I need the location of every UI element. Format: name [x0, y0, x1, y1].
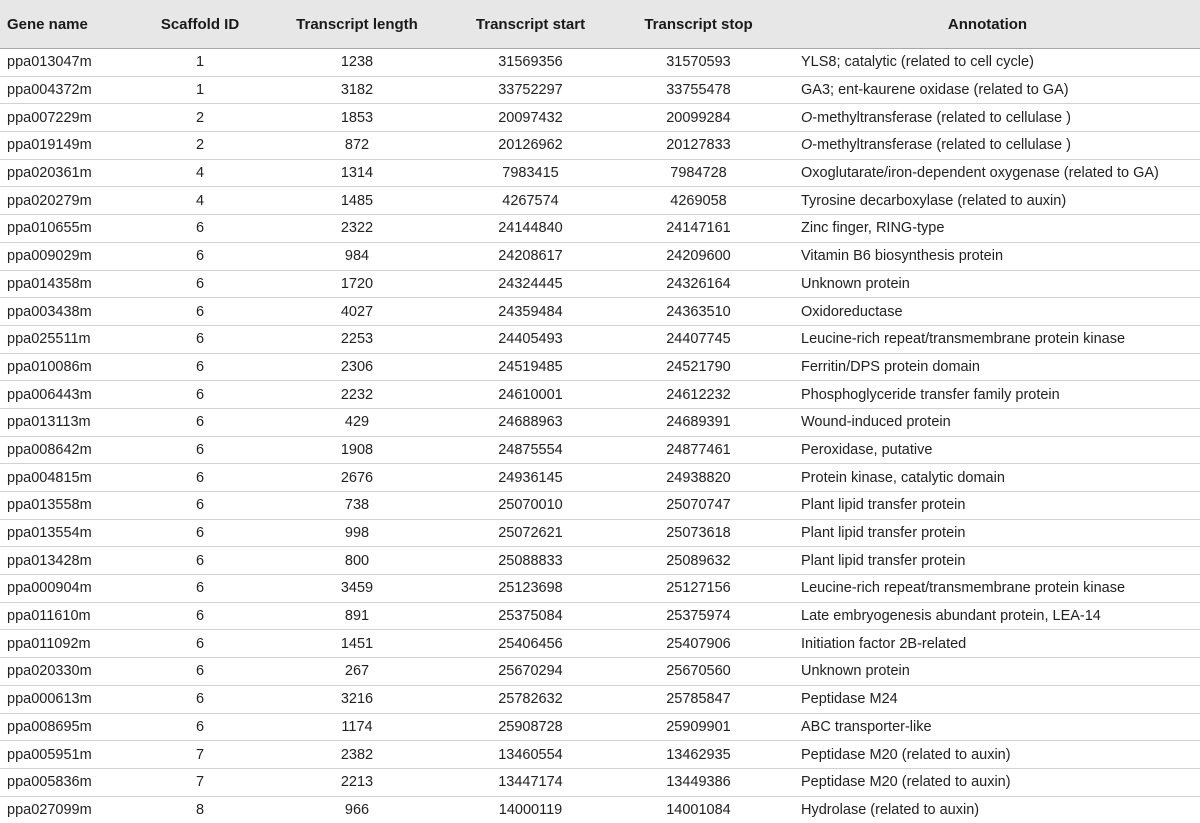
cell-gene-name: ppa013047m	[0, 49, 125, 77]
cell-scaffold-id: 4	[125, 187, 275, 215]
cell-scaffold-id: 6	[125, 408, 275, 436]
cell-gene-name: ppa020279m	[0, 187, 125, 215]
cell-scaffold-id: 6	[125, 298, 275, 326]
table-row	[0, 519, 1200, 547]
cell-annotation	[775, 768, 1200, 796]
cell-annotation	[775, 796, 1200, 823]
cell-transcript-start: 25908728	[439, 713, 622, 741]
cell-transcript-stop: 24326164	[622, 270, 775, 298]
cell-annotation	[775, 159, 1200, 187]
cell-transcript-stop: 24521790	[622, 353, 775, 381]
annotation-text: Wound-induced protein	[801, 414, 951, 430]
cell-transcript-stop: 31570593	[622, 49, 775, 77]
table-row	[0, 408, 1200, 436]
cell-gene-name: ppa013554m	[0, 519, 125, 547]
cell-annotation	[775, 519, 1200, 547]
table-row	[0, 464, 1200, 492]
annotation-text: Plant lipid transfer protein	[801, 553, 965, 569]
cell-transcript-length: 2676	[275, 464, 439, 492]
cell-transcript-length: 2382	[275, 741, 439, 769]
cell-transcript-stop: 20099284	[622, 104, 775, 132]
cell-transcript-length: 1174	[275, 713, 439, 741]
cell-scaffold-id: 6	[125, 492, 275, 520]
cell-annotation	[775, 685, 1200, 713]
annotation-text: Leucine-rich repeat/transmembrane protein kinase	[801, 331, 1125, 347]
cell-annotation	[775, 575, 1200, 603]
table-row	[0, 630, 1200, 658]
cell-transcript-start: 31569356	[439, 49, 622, 77]
annotation-text: Leucine-rich repeat/transmembrane protein kinase	[801, 580, 1125, 596]
cell-transcript-stop: 33755478	[622, 76, 775, 104]
cell-annotation	[775, 547, 1200, 575]
cell-scaffold-id: 6	[125, 713, 275, 741]
cell-scaffold-id: 6	[125, 325, 275, 353]
cell-transcript-stop: 25073618	[622, 519, 775, 547]
cell-gene-name: ppa008695m	[0, 713, 125, 741]
cell-transcript-start: 25070010	[439, 492, 622, 520]
cell-transcript-stop: 24612232	[622, 381, 775, 409]
cell-transcript-stop: 24147161	[622, 215, 775, 243]
cell-gene-name: ppa013113m	[0, 408, 125, 436]
cell-transcript-stop: 25909901	[622, 713, 775, 741]
cell-scaffold-id: 6	[125, 602, 275, 630]
table-row	[0, 104, 1200, 132]
cell-scaffold-id: 1	[125, 49, 275, 77]
cell-transcript-length: 1485	[275, 187, 439, 215]
annotation-text: -methyltransferase (related to cellulase )	[812, 137, 1071, 153]
annotation-text: ABC transporter-like	[801, 719, 932, 735]
cell-transcript-stop: 25127156	[622, 575, 775, 603]
table-row	[0, 325, 1200, 353]
cell-gene-name: ppa005951m	[0, 741, 125, 769]
cell-transcript-stop: 25089632	[622, 547, 775, 575]
table-row	[0, 76, 1200, 104]
cell-annotation	[775, 658, 1200, 686]
cell-gene-name: ppa000904m	[0, 575, 125, 603]
table-row	[0, 242, 1200, 270]
cell-transcript-start: 25670294	[439, 658, 622, 686]
cell-transcript-stop: 20127833	[622, 132, 775, 160]
table-row	[0, 492, 1200, 520]
header-transcript-stop: Transcript stop	[622, 0, 775, 49]
cell-transcript-start: 13447174	[439, 768, 622, 796]
cell-gene-name: ppa004372m	[0, 76, 125, 104]
cell-scaffold-id: 6	[125, 519, 275, 547]
cell-gene-name: ppa020361m	[0, 159, 125, 187]
cell-gene-name: ppa013558m	[0, 492, 125, 520]
cell-scaffold-id: 2	[125, 132, 275, 160]
cell-transcript-start: 24359484	[439, 298, 622, 326]
cell-transcript-start: 24936145	[439, 464, 622, 492]
cell-transcript-stop: 24938820	[622, 464, 775, 492]
cell-scaffold-id: 6	[125, 215, 275, 243]
annotation-text: Initiation factor 2B-related	[801, 636, 966, 652]
cell-gene-name: ppa000613m	[0, 685, 125, 713]
cell-transcript-length: 1720	[275, 270, 439, 298]
cell-transcript-start: 25072621	[439, 519, 622, 547]
table-row	[0, 49, 1200, 77]
cell-transcript-start: 24875554	[439, 436, 622, 464]
cell-scaffold-id: 6	[125, 575, 275, 603]
annotation-text: Unknown protein	[801, 663, 910, 679]
cell-gene-name: ppa011610m	[0, 602, 125, 630]
cell-transcript-length: 267	[275, 658, 439, 686]
table-row	[0, 215, 1200, 243]
cell-gene-name: ppa019149m	[0, 132, 125, 160]
cell-scaffold-id: 6	[125, 464, 275, 492]
cell-annotation	[775, 381, 1200, 409]
annotation-text: Peroxidase, putative	[801, 442, 932, 458]
annotation-text: Tyrosine decarboxylase (related to auxin)	[801, 193, 1066, 209]
cell-transcript-length: 3216	[275, 685, 439, 713]
annotation-text: Late embryogenesis abundant protein, LEA-14	[801, 608, 1101, 624]
cell-scaffold-id: 6	[125, 353, 275, 381]
cell-gene-name: ppa006443m	[0, 381, 125, 409]
cell-transcript-length: 3459	[275, 575, 439, 603]
cell-annotation	[775, 325, 1200, 353]
cell-annotation	[775, 436, 1200, 464]
cell-annotation	[775, 270, 1200, 298]
table-row	[0, 713, 1200, 741]
cell-gene-name: ppa010086m	[0, 353, 125, 381]
cell-transcript-length: 4027	[275, 298, 439, 326]
cell-transcript-length: 738	[275, 492, 439, 520]
cell-annotation	[775, 132, 1200, 160]
cell-transcript-length: 966	[275, 796, 439, 823]
cell-transcript-stop: 4269058	[622, 187, 775, 215]
cell-transcript-stop: 24689391	[622, 408, 775, 436]
cell-annotation	[775, 298, 1200, 326]
cell-transcript-length: 2253	[275, 325, 439, 353]
cell-transcript-stop: 24363510	[622, 298, 775, 326]
cell-transcript-start: 13460554	[439, 741, 622, 769]
annotation-text: Oxidoreductase	[801, 304, 903, 320]
annotation-text: Zinc finger, RING-type	[801, 220, 944, 236]
cell-annotation	[775, 49, 1200, 77]
cell-transcript-stop: 25375974	[622, 602, 775, 630]
annotation-text: Peptidase M20 (related to auxin)	[801, 774, 1011, 790]
cell-gene-name: ppa013428m	[0, 547, 125, 575]
cell-transcript-start: 24688963	[439, 408, 622, 436]
cell-scaffold-id: 8	[125, 796, 275, 823]
annotation-text: Ferritin/DPS protein domain	[801, 359, 980, 375]
table-row	[0, 270, 1200, 298]
table-row	[0, 741, 1200, 769]
header-annotation: Annotation	[775, 0, 1200, 49]
cell-transcript-stop: 24407745	[622, 325, 775, 353]
cell-transcript-start: 24405493	[439, 325, 622, 353]
cell-transcript-length: 984	[275, 242, 439, 270]
cell-transcript-start: 7983415	[439, 159, 622, 187]
annotation-text: GA3; ent-kaurene oxidase (related to GA)	[801, 82, 1069, 98]
cell-transcript-start: 24519485	[439, 353, 622, 381]
table-row	[0, 768, 1200, 796]
cell-transcript-length: 2232	[275, 381, 439, 409]
table-row	[0, 353, 1200, 381]
annotation-text: Unknown protein	[801, 276, 910, 292]
cell-scaffold-id: 6	[125, 547, 275, 575]
cell-transcript-length: 2213	[275, 768, 439, 796]
cell-gene-name: ppa008642m	[0, 436, 125, 464]
cell-transcript-length: 872	[275, 132, 439, 160]
annotation-text: Phosphoglyceride transfer family protein	[801, 387, 1060, 403]
cell-annotation	[775, 464, 1200, 492]
annotation-text: Peptidase M20 (related to auxin)	[801, 747, 1011, 763]
cell-scaffold-id: 7	[125, 768, 275, 796]
cell-transcript-start: 24144840	[439, 215, 622, 243]
cell-scaffold-id: 6	[125, 685, 275, 713]
table-row	[0, 575, 1200, 603]
cell-annotation	[775, 104, 1200, 132]
cell-transcript-start: 25088833	[439, 547, 622, 575]
cell-transcript-start: 33752297	[439, 76, 622, 104]
table-row	[0, 159, 1200, 187]
annotation-text: Peptidase M24	[801, 691, 898, 707]
annotation-text: Plant lipid transfer protein	[801, 497, 965, 513]
table-row	[0, 547, 1200, 575]
cell-gene-name: ppa004815m	[0, 464, 125, 492]
table-body	[0, 49, 1200, 823]
cell-gene-name: ppa011092m	[0, 630, 125, 658]
cell-transcript-length: 1908	[275, 436, 439, 464]
cell-annotation	[775, 741, 1200, 769]
annotation-text: Vitamin B6 biosynthesis protein	[801, 248, 1003, 264]
cell-transcript-start: 24324445	[439, 270, 622, 298]
cell-transcript-stop: 24877461	[622, 436, 775, 464]
cell-transcript-stop: 13462935	[622, 741, 775, 769]
cell-scaffold-id: 6	[125, 242, 275, 270]
cell-gene-name: ppa027099m	[0, 796, 125, 823]
cell-transcript-start: 14000119	[439, 796, 622, 823]
cell-annotation	[775, 215, 1200, 243]
cell-transcript-start: 20126962	[439, 132, 622, 160]
cell-transcript-length: 1853	[275, 104, 439, 132]
cell-gene-name: ppa020330m	[0, 658, 125, 686]
cell-scaffold-id: 4	[125, 159, 275, 187]
annotation-text: Protein kinase, catalytic domain	[801, 470, 1005, 486]
table-row	[0, 602, 1200, 630]
table-row	[0, 796, 1200, 823]
cell-scaffold-id: 7	[125, 741, 275, 769]
cell-transcript-start: 24208617	[439, 242, 622, 270]
cell-gene-name: ppa007229m	[0, 104, 125, 132]
annotation-text: Plant lipid transfer protein	[801, 525, 965, 541]
header-row	[0, 0, 1200, 49]
cell-transcript-length: 1451	[275, 630, 439, 658]
cell-transcript-length: 2306	[275, 353, 439, 381]
cell-annotation	[775, 602, 1200, 630]
cell-annotation	[775, 187, 1200, 215]
cell-gene-name: ppa010655m	[0, 215, 125, 243]
cell-gene-name: ppa014358m	[0, 270, 125, 298]
cell-transcript-stop: 25670560	[622, 658, 775, 686]
table-row	[0, 132, 1200, 160]
cell-annotation	[775, 492, 1200, 520]
cell-annotation	[775, 76, 1200, 104]
table-row	[0, 658, 1200, 686]
cell-gene-name: ppa003438m	[0, 298, 125, 326]
cell-transcript-stop: 25785847	[622, 685, 775, 713]
cell-scaffold-id: 1	[125, 76, 275, 104]
cell-annotation	[775, 353, 1200, 381]
cell-transcript-length: 800	[275, 547, 439, 575]
cell-scaffold-id: 6	[125, 658, 275, 686]
cell-scaffold-id: 2	[125, 104, 275, 132]
table-row	[0, 298, 1200, 326]
cell-transcript-stop: 24209600	[622, 242, 775, 270]
cell-transcript-length: 2322	[275, 215, 439, 243]
table-row	[0, 381, 1200, 409]
cell-gene-name: ppa025511m	[0, 325, 125, 353]
annotation-text: YLS8; catalytic (related to cell cycle)	[801, 54, 1034, 70]
header-scaffold-id: Scaffold ID	[125, 0, 275, 49]
header-gene-name: Gene name	[0, 0, 125, 49]
cell-transcript-stop: 13449386	[622, 768, 775, 796]
cell-transcript-start: 20097432	[439, 104, 622, 132]
annotation-text: -methyltransferase (related to cellulase )	[812, 110, 1071, 126]
cell-gene-name: ppa005836m	[0, 768, 125, 796]
cell-transcript-length: 1314	[275, 159, 439, 187]
cell-transcript-start: 25375084	[439, 602, 622, 630]
cell-transcript-start: 25123698	[439, 575, 622, 603]
cell-transcript-stop: 25407906	[622, 630, 775, 658]
cell-gene-name: ppa009029m	[0, 242, 125, 270]
cell-transcript-stop: 7984728	[622, 159, 775, 187]
cell-transcript-start: 25406456	[439, 630, 622, 658]
cell-scaffold-id: 6	[125, 270, 275, 298]
cell-transcript-length: 1238	[275, 49, 439, 77]
annotation-italic-prefix: O	[801, 110, 812, 126]
cell-transcript-length: 429	[275, 408, 439, 436]
cell-transcript-start: 4267574	[439, 187, 622, 215]
table-row	[0, 436, 1200, 464]
cell-transcript-start: 25782632	[439, 685, 622, 713]
annotation-text: Oxoglutarate/iron-dependent oxygenase (related to GA)	[801, 165, 1159, 181]
table-header	[0, 0, 1200, 49]
cell-annotation	[775, 408, 1200, 436]
cell-scaffold-id: 6	[125, 381, 275, 409]
cell-scaffold-id: 6	[125, 630, 275, 658]
cell-transcript-length: 3182	[275, 76, 439, 104]
cell-annotation	[775, 242, 1200, 270]
table-row	[0, 187, 1200, 215]
cell-annotation	[775, 713, 1200, 741]
header-transcript-length: Transcript length	[275, 0, 439, 49]
cell-transcript-start: 24610001	[439, 381, 622, 409]
cell-transcript-length: 891	[275, 602, 439, 630]
cell-transcript-stop: 25070747	[622, 492, 775, 520]
cell-scaffold-id: 6	[125, 436, 275, 464]
header-transcript-start: Transcript start	[439, 0, 622, 49]
annotation-text: Hydrolase (related to auxin)	[801, 802, 979, 818]
annotation-italic-prefix: O	[801, 137, 812, 153]
cell-annotation	[775, 630, 1200, 658]
table-row	[0, 685, 1200, 713]
cell-transcript-length: 998	[275, 519, 439, 547]
cell-transcript-stop: 14001084	[622, 796, 775, 823]
